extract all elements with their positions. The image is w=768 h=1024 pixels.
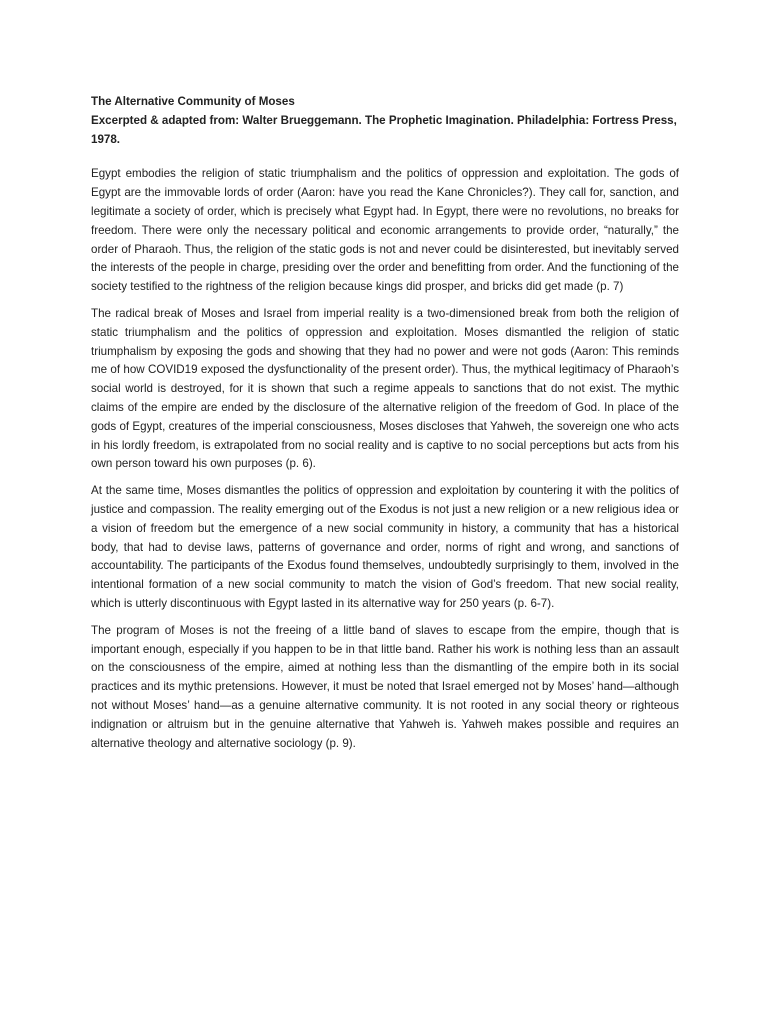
document-page <box>91 93 679 761</box>
document-title: The Alternative Community of Moses <box>91 95 295 108</box>
paragraph-3: At the same time, Moses dismantles the politics of oppression and exploitation by countering it with the politics of justice and compassion. The reality emerging out of the Exodus is not just a new religion or a new religious idea or a vision of freedom but the emergence of a new social community in history, a community that has a historical body, that had to devise laws, patterns of governance and order, norms of right and wrong, and sanctions of accountability. The participants of the Exodus found themselves, undoubtedly surprisingly to them, involved in the intentional formation of a new social community to match the vision of God’s freedom. That new social reality, which is utterly discontinuous with Egypt lasted in its alternative way for 250 years (p. 6-7). <box>91 484 679 610</box>
document-source-citation: Excerpted & adapted from: Walter Brueggemann. The Prophetic Imagination. Philadelphia: Fortress Press, 1978. <box>91 113 677 146</box>
document-heading <box>91 93 679 149</box>
paragraph-4: The program of Moses is not the freeing of a little band of slaves to escape from the empire, though that is important enough, especially if you happen to be in that little band. Rather his work is nothing less than an assault on the consciousness of the empire, aimed at nothing less than the dismantling of the empire both in its social practices and its mythic pretensions. However, it must be noted that Israel emerged not by Moses’ hand—although not without Moses’ hand—as a genuine alternative community. It is not rooted in any social theory or righteous indignation or altruism but in the genuine alternative that Yahweh is. Yahweh makes possible and requires an alternative theology and alternative sociology (p. 9). <box>91 623 679 750</box>
paragraph-2: The radical break of Moses and Israel from imperial reality is a two-dimensioned break from both the religion of static triumphalism and the politics of oppression and exploitation. Moses dismantled the religion of static triumphalism by exposing the gods and showing that they had no power and were not gods (Aaron: This reminds me of how COVID19 exposed the dysfunctionality of the present order). Thus, the mythical legitimacy of Pharaoh’s social world is destroyed, for it is shown that such a regime appeals to sanctions that do not exist. The mythic claims of the empire are ended by the disclosure of the alternative religion of the freedom of God. In place of the gods of Egypt, creatures of the imperial consciousness, Moses discloses that Yahweh, the sovereign one who acts in his lordly freedom, is extrapolated from no social reality and is captive to no social perceptions but acts from his own person toward his own purposes (p. 6). <box>91 306 679 471</box>
paragraph-1: Egypt embodies the religion of static triumphalism and the politics of oppression and exploitation. The gods of Egypt are the immovable lords of order (Aaron: have you read the Kane Chronicles?). They call for, sanction, and legitimate a society of order, which is precisely what Egypt had. In Egypt, there were no revolutions, no breaks for freedom. There were only the necessary political and economic arrangements to provide order, “naturally,” the order of Pharaoh. Thus, the religion of the static gods is not and never could be disinterested, but inevitably served the interests of the people in charge, presiding over the order and benefitting from order. And the functioning of the society testified to the rightness of the religion because kings did prosper, and bricks did get made (p. 7) <box>91 167 679 294</box>
